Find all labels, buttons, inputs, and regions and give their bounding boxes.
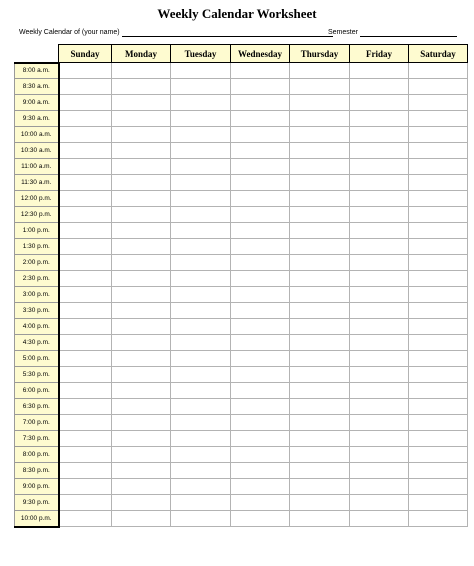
time-slot-cell[interactable] <box>171 207 231 223</box>
time-row <box>15 223 468 239</box>
time-slot-cell[interactable] <box>231 79 290 95</box>
time-label: 4:00 p.m. <box>15 319 59 335</box>
time-slot-cell[interactable] <box>231 127 290 143</box>
time-slot-cell[interactable] <box>59 111 112 127</box>
time-slot-cell[interactable] <box>171 255 231 271</box>
time-slot-cell[interactable] <box>409 495 468 511</box>
time-slot-cell[interactable] <box>59 223 112 239</box>
time-slot-cell[interactable] <box>350 415 409 431</box>
time-slot-cell[interactable] <box>350 95 409 111</box>
time-slot-cell[interactable] <box>290 415 350 431</box>
time-slot-cell[interactable] <box>171 223 231 239</box>
time-slot-cell[interactable] <box>409 383 468 399</box>
time-slot-cell[interactable] <box>290 207 350 223</box>
time-slot-cell[interactable] <box>290 495 350 511</box>
time-slot-cell[interactable] <box>409 399 468 415</box>
time-slot-cell[interactable] <box>290 303 350 319</box>
time-slot-cell[interactable] <box>409 95 468 111</box>
time-slot-cell[interactable] <box>231 415 290 431</box>
time-row <box>15 127 468 143</box>
time-slot-cell[interactable] <box>290 511 350 527</box>
time-slot-cell[interactable] <box>112 287 171 303</box>
time-slot-cell[interactable] <box>112 207 171 223</box>
time-row <box>15 319 468 335</box>
time-slot-cell[interactable] <box>59 175 112 191</box>
time-slot-cell[interactable] <box>112 479 171 495</box>
time-slot-cell[interactable] <box>231 255 290 271</box>
time-slot-cell[interactable] <box>112 63 171 79</box>
corner-cell <box>15 45 59 63</box>
time-label: 6:30 p.m. <box>15 399 59 415</box>
semester-field-line[interactable] <box>360 36 457 37</box>
time-slot-cell[interactable] <box>59 207 112 223</box>
time-label: 7:30 p.m. <box>15 431 59 447</box>
time-slot-cell[interactable] <box>112 143 171 159</box>
time-slot-cell[interactable] <box>231 271 290 287</box>
name-field-line[interactable] <box>122 36 333 37</box>
time-slot-cell[interactable] <box>171 335 231 351</box>
time-slot-cell[interactable] <box>112 111 171 127</box>
day-header-monday: Monday <box>112 45 171 63</box>
time-slot-cell[interactable] <box>350 495 409 511</box>
time-slot-cell[interactable] <box>409 239 468 255</box>
time-slot-cell[interactable] <box>409 479 468 495</box>
time-label: 9:30 p.m. <box>15 495 59 511</box>
time-slot-cell[interactable] <box>290 287 350 303</box>
time-slot-cell[interactable] <box>409 79 468 95</box>
time-slot-cell[interactable] <box>112 431 171 447</box>
time-row <box>15 287 468 303</box>
time-slot-cell[interactable] <box>59 79 112 95</box>
time-slot-cell[interactable] <box>112 255 171 271</box>
time-slot-cell[interactable] <box>409 143 468 159</box>
time-slot-cell[interactable] <box>171 367 231 383</box>
time-slot-cell[interactable] <box>290 95 350 111</box>
time-slot-cell[interactable] <box>59 335 112 351</box>
time-row <box>15 335 468 351</box>
time-slot-cell[interactable] <box>112 335 171 351</box>
time-slot-cell[interactable] <box>409 255 468 271</box>
time-slot-cell[interactable] <box>59 383 112 399</box>
time-slot-cell[interactable] <box>350 191 409 207</box>
header-fields <box>19 28 459 40</box>
time-slot-cell[interactable] <box>112 79 171 95</box>
time-slot-cell[interactable] <box>231 95 290 111</box>
time-slot-cell[interactable] <box>59 431 112 447</box>
time-slot-cell[interactable] <box>171 271 231 287</box>
time-row <box>15 95 468 111</box>
time-slot-cell[interactable] <box>290 335 350 351</box>
time-slot-cell[interactable] <box>409 223 468 239</box>
time-slot-cell[interactable] <box>350 207 409 223</box>
time-label: 11:30 a.m. <box>15 175 59 191</box>
time-slot-cell[interactable] <box>112 175 171 191</box>
time-row <box>15 255 468 271</box>
time-label: 2:30 p.m. <box>15 271 59 287</box>
time-slot-cell[interactable] <box>409 415 468 431</box>
time-slot-cell[interactable] <box>171 383 231 399</box>
time-slot-cell[interactable] <box>350 511 409 527</box>
time-slot-cell[interactable] <box>171 127 231 143</box>
time-slot-cell[interactable] <box>112 191 171 207</box>
time-slot-cell[interactable] <box>112 447 171 463</box>
time-slot-cell[interactable] <box>171 95 231 111</box>
time-slot-cell[interactable] <box>350 303 409 319</box>
time-slot-cell[interactable] <box>290 271 350 287</box>
semester-label: Semester <box>328 29 358 36</box>
time-label: 2:00 p.m. <box>15 255 59 271</box>
time-slot-cell[interactable] <box>112 463 171 479</box>
time-slot-cell[interactable] <box>409 271 468 287</box>
time-row <box>15 463 468 479</box>
time-label: 8:00 p.m. <box>15 447 59 463</box>
time-slot-cell[interactable] <box>231 319 290 335</box>
time-slot-cell[interactable] <box>290 175 350 191</box>
time-slot-cell[interactable] <box>231 63 290 79</box>
time-slot-cell[interactable] <box>350 447 409 463</box>
day-header-tuesday: Tuesday <box>171 45 231 63</box>
time-slot-cell[interactable] <box>350 79 409 95</box>
time-slot-cell[interactable] <box>231 143 290 159</box>
time-slot-cell[interactable] <box>59 319 112 335</box>
time-slot-cell[interactable] <box>112 495 171 511</box>
time-row <box>15 399 468 415</box>
time-slot-cell[interactable] <box>409 159 468 175</box>
time-label: 8:30 p.m. <box>15 463 59 479</box>
time-row <box>15 111 468 127</box>
time-row <box>15 303 468 319</box>
time-slot-cell[interactable] <box>350 463 409 479</box>
time-slot-cell[interactable] <box>350 239 409 255</box>
time-row <box>15 479 468 495</box>
time-slot-cell[interactable] <box>112 511 171 527</box>
time-slot-cell[interactable] <box>231 479 290 495</box>
time-label: 10:00 a.m. <box>15 127 59 143</box>
time-slot-cell[interactable] <box>409 175 468 191</box>
time-slot-cell[interactable] <box>350 287 409 303</box>
time-row <box>15 383 468 399</box>
time-slot-cell[interactable] <box>171 159 231 175</box>
time-slot-cell[interactable] <box>350 431 409 447</box>
time-slot-cell[interactable] <box>171 479 231 495</box>
time-slot-cell[interactable] <box>290 431 350 447</box>
time-slot-cell[interactable] <box>171 111 231 127</box>
time-slot-cell[interactable] <box>112 223 171 239</box>
time-slot-cell[interactable] <box>231 303 290 319</box>
time-slot-cell[interactable] <box>112 351 171 367</box>
time-label: 11:00 a.m. <box>15 159 59 175</box>
time-slot-cell[interactable] <box>290 111 350 127</box>
time-slot-cell[interactable] <box>171 143 231 159</box>
time-slot-cell[interactable] <box>112 95 171 111</box>
time-slot-cell[interactable] <box>112 239 171 255</box>
time-slot-cell[interactable] <box>231 335 290 351</box>
time-slot-cell[interactable] <box>231 511 290 527</box>
time-slot-cell[interactable] <box>59 63 112 79</box>
time-label: 10:30 a.m. <box>15 143 59 159</box>
time-slot-cell[interactable] <box>59 463 112 479</box>
time-slot-cell[interactable] <box>409 111 468 127</box>
time-slot-cell[interactable] <box>171 79 231 95</box>
time-slot-cell[interactable] <box>59 287 112 303</box>
time-slot-cell[interactable] <box>231 223 290 239</box>
day-header-row <box>15 45 468 63</box>
time-slot-cell[interactable] <box>350 367 409 383</box>
time-slot-cell[interactable] <box>409 319 468 335</box>
time-slot-cell[interactable] <box>171 463 231 479</box>
time-label: 5:00 p.m. <box>15 351 59 367</box>
time-slot-cell[interactable] <box>350 175 409 191</box>
time-slot-cell[interactable] <box>171 175 231 191</box>
time-slot-cell[interactable] <box>290 63 350 79</box>
time-row <box>15 191 468 207</box>
time-slot-cell[interactable] <box>59 399 112 415</box>
time-slot-cell[interactable] <box>112 303 171 319</box>
time-slot-cell[interactable] <box>112 383 171 399</box>
time-slot-cell[interactable] <box>231 239 290 255</box>
time-slot-cell[interactable] <box>59 367 112 383</box>
page-title: Weekly Calendar Worksheet <box>157 6 317 21</box>
time-row <box>15 271 468 287</box>
time-slot-cell[interactable] <box>290 79 350 95</box>
time-slot-cell[interactable] <box>171 239 231 255</box>
time-label: 5:30 p.m. <box>15 367 59 383</box>
time-slot-cell[interactable] <box>231 287 290 303</box>
time-slot-cell[interactable] <box>171 447 231 463</box>
time-slot-cell[interactable] <box>171 495 231 511</box>
time-slot-cell[interactable] <box>231 111 290 127</box>
time-slot-cell[interactable] <box>290 319 350 335</box>
time-label: 1:00 p.m. <box>15 223 59 239</box>
time-slot-cell[interactable] <box>290 127 350 143</box>
time-slot-cell[interactable] <box>59 511 112 527</box>
time-slot-cell[interactable] <box>350 351 409 367</box>
time-row <box>15 63 468 79</box>
time-slot-cell[interactable] <box>409 367 468 383</box>
time-label: 1:30 p.m. <box>15 239 59 255</box>
time-slot-cell[interactable] <box>59 127 112 143</box>
time-slot-cell[interactable] <box>112 415 171 431</box>
time-slot-cell[interactable] <box>59 191 112 207</box>
time-slot-cell[interactable] <box>290 223 350 239</box>
time-row <box>15 207 468 223</box>
time-slot-cell[interactable] <box>350 335 409 351</box>
time-slot-cell[interactable] <box>350 111 409 127</box>
calendar-body <box>15 63 468 527</box>
time-slot-cell[interactable] <box>59 255 112 271</box>
day-header-friday: Friday <box>350 45 409 63</box>
time-slot-cell[interactable] <box>231 367 290 383</box>
time-slot-cell[interactable] <box>59 447 112 463</box>
time-slot-cell[interactable] <box>171 319 231 335</box>
day-header-wednesday: Wednesday <box>231 45 290 63</box>
time-slot-cell[interactable] <box>350 319 409 335</box>
time-slot-cell[interactable] <box>409 63 468 79</box>
day-header-thursday: Thursday <box>290 45 350 63</box>
time-slot-cell[interactable] <box>350 159 409 175</box>
time-slot-cell[interactable] <box>112 271 171 287</box>
time-slot-cell[interactable] <box>290 383 350 399</box>
time-slot-cell[interactable] <box>59 143 112 159</box>
time-row <box>15 415 468 431</box>
time-row <box>15 431 468 447</box>
time-slot-cell[interactable] <box>290 239 350 255</box>
time-slot-cell[interactable] <box>112 159 171 175</box>
time-slot-cell[interactable] <box>231 207 290 223</box>
time-slot-cell[interactable] <box>171 511 231 527</box>
time-slot-cell[interactable] <box>171 303 231 319</box>
time-label: 9:30 a.m. <box>15 111 59 127</box>
time-row <box>15 159 468 175</box>
time-slot-cell[interactable] <box>59 159 112 175</box>
time-slot-cell[interactable] <box>350 383 409 399</box>
time-slot-cell[interactable] <box>59 95 112 111</box>
time-slot-cell[interactable] <box>290 159 350 175</box>
time-slot-cell[interactable] <box>290 351 350 367</box>
time-slot-cell[interactable] <box>290 367 350 383</box>
time-label: 10:00 p.m. <box>15 511 59 527</box>
time-slot-cell[interactable] <box>350 255 409 271</box>
time-row <box>15 367 468 383</box>
time-slot-cell[interactable] <box>290 143 350 159</box>
time-label: 8:00 a.m. <box>15 63 59 79</box>
day-header-saturday: Saturday <box>409 45 468 63</box>
time-slot-cell[interactable] <box>112 319 171 335</box>
time-slot-cell[interactable] <box>59 479 112 495</box>
time-slot-cell[interactable] <box>231 463 290 479</box>
time-slot-cell[interactable] <box>290 399 350 415</box>
time-row <box>15 175 468 191</box>
time-slot-cell[interactable] <box>290 463 350 479</box>
time-slot-cell[interactable] <box>409 207 468 223</box>
time-slot-cell[interactable] <box>350 399 409 415</box>
time-label: 12:00 p.m. <box>15 191 59 207</box>
time-slot-cell[interactable] <box>171 415 231 431</box>
time-label: 9:00 p.m. <box>15 479 59 495</box>
time-row <box>15 511 468 527</box>
time-slot-cell[interactable] <box>231 159 290 175</box>
time-slot-cell[interactable] <box>350 127 409 143</box>
time-row <box>15 143 468 159</box>
time-slot-cell[interactable] <box>59 415 112 431</box>
time-slot-cell[interactable] <box>171 191 231 207</box>
time-slot-cell[interactable] <box>231 383 290 399</box>
time-slot-cell[interactable] <box>409 511 468 527</box>
time-row <box>15 495 468 511</box>
time-slot-cell[interactable] <box>409 303 468 319</box>
time-slot-cell[interactable] <box>409 447 468 463</box>
time-slot-cell[interactable] <box>171 431 231 447</box>
time-slot-cell[interactable] <box>409 431 468 447</box>
time-slot-cell[interactable] <box>59 351 112 367</box>
time-label: 12:30 p.m. <box>15 207 59 223</box>
time-slot-cell[interactable] <box>290 191 350 207</box>
time-label: 3:00 p.m. <box>15 287 59 303</box>
time-slot-cell[interactable] <box>112 127 171 143</box>
calendar-grid <box>14 44 468 528</box>
time-slot-cell[interactable] <box>112 367 171 383</box>
time-label: 7:00 p.m. <box>15 415 59 431</box>
time-slot-cell[interactable] <box>409 287 468 303</box>
time-slot-cell[interactable] <box>171 399 231 415</box>
time-slot-cell[interactable] <box>290 255 350 271</box>
time-row <box>15 351 468 367</box>
time-slot-cell[interactable] <box>350 143 409 159</box>
time-slot-cell[interactable] <box>231 431 290 447</box>
time-slot-cell[interactable] <box>409 335 468 351</box>
time-slot-cell[interactable] <box>290 479 350 495</box>
time-slot-cell[interactable] <box>409 351 468 367</box>
time-label: 4:30 p.m. <box>15 335 59 351</box>
time-slot-cell[interactable] <box>409 127 468 143</box>
day-header-sunday: Sunday <box>59 45 112 63</box>
time-slot-cell[interactable] <box>231 175 290 191</box>
time-slot-cell[interactable] <box>112 399 171 415</box>
time-row <box>15 79 468 95</box>
time-row <box>15 239 468 255</box>
time-slot-cell[interactable] <box>231 399 290 415</box>
time-label: 3:30 p.m. <box>15 303 59 319</box>
time-slot-cell[interactable] <box>350 271 409 287</box>
time-slot-cell[interactable] <box>59 495 112 511</box>
time-slot-cell[interactable] <box>350 223 409 239</box>
time-slot-cell[interactable] <box>171 287 231 303</box>
time-slot-cell[interactable] <box>350 63 409 79</box>
time-slot-cell[interactable] <box>409 463 468 479</box>
time-slot-cell[interactable] <box>171 351 231 367</box>
name-label: Weekly Calendar of (your name) <box>19 29 120 36</box>
time-slot-cell[interactable] <box>409 191 468 207</box>
time-label: 8:30 a.m. <box>15 79 59 95</box>
time-slot-cell[interactable] <box>231 495 290 511</box>
time-label: 6:00 p.m. <box>15 383 59 399</box>
time-slot-cell[interactable] <box>59 271 112 287</box>
time-slot-cell[interactable] <box>231 351 290 367</box>
time-slot-cell[interactable] <box>59 303 112 319</box>
time-label: 9:00 a.m. <box>15 95 59 111</box>
time-slot-cell[interactable] <box>231 191 290 207</box>
time-slot-cell[interactable] <box>231 447 290 463</box>
time-slot-cell[interactable] <box>59 239 112 255</box>
time-slot-cell[interactable] <box>350 479 409 495</box>
time-slot-cell[interactable] <box>171 63 231 79</box>
time-row <box>15 447 468 463</box>
time-slot-cell[interactable] <box>290 447 350 463</box>
